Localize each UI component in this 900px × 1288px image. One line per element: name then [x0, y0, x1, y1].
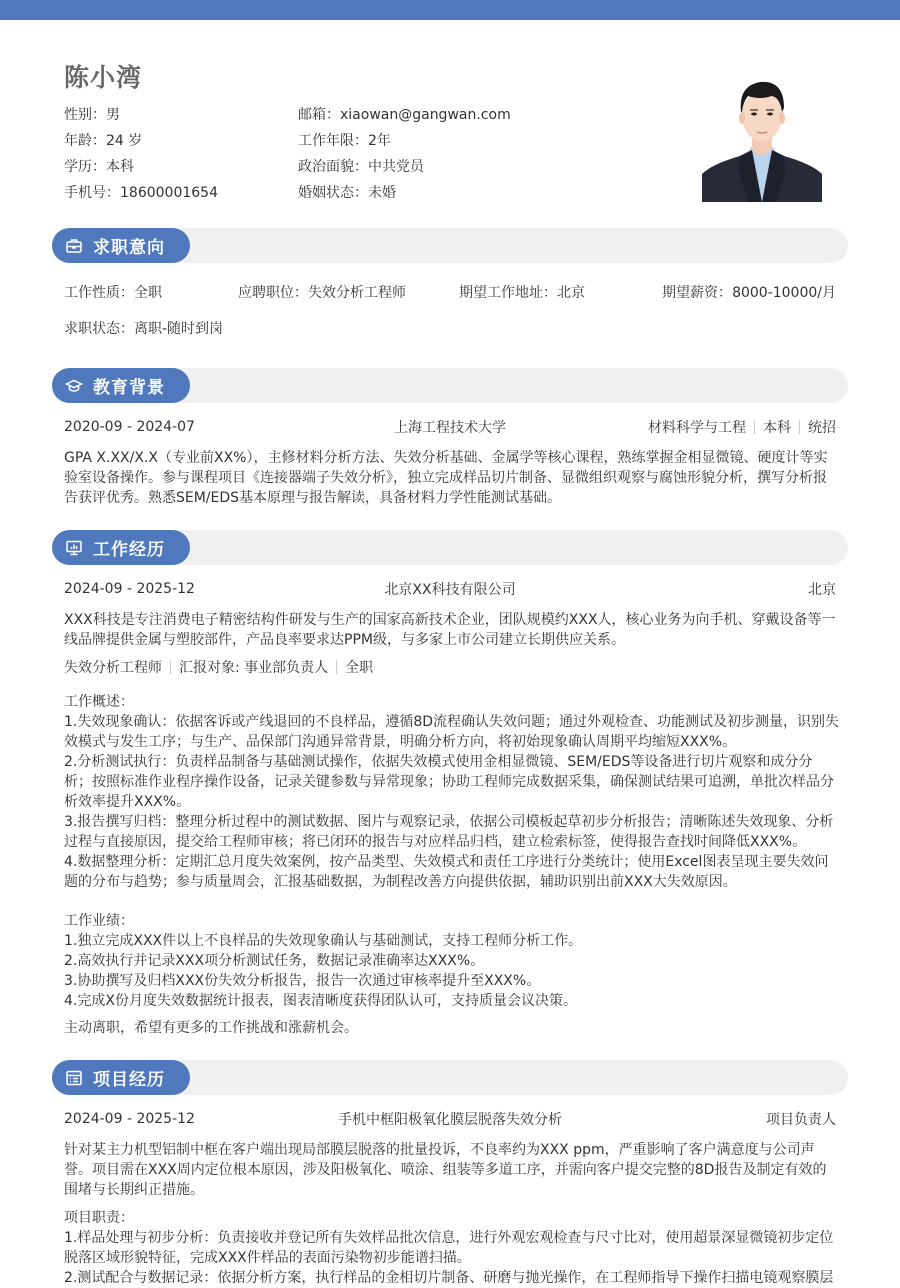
basic-info-left — [64, 102, 218, 206]
work-location: 北京 — [808, 582, 836, 598]
project-role: 项目负责人 — [766, 1112, 836, 1128]
info-phone: 手机号：18600001654 — [64, 185, 218, 201]
work-report-to: 汇报对象: 事业部负责人 — [179, 660, 329, 676]
leave-reason: 主动离职，希望有更多的工作挑战和涨薪机会。 — [64, 1020, 358, 1036]
profile-photo — [702, 70, 822, 202]
presentation-chart-icon — [65, 539, 83, 557]
project-header-row — [64, 1108, 836, 1130]
info-email: 邮箱：xiaowan@gangwan.com — [298, 107, 511, 123]
job-intent-row-1 — [64, 282, 836, 304]
section-pill — [52, 1060, 190, 1095]
intent-status: 求职状态：离职-随时到岗 — [64, 321, 224, 337]
achievement-item: 3.协助撰写及归档XXX份失效分析报告，报告一次通过审核率提升至XXX%。 — [64, 973, 541, 989]
section-title: 工作经历 — [93, 540, 165, 560]
achievement-item: 1.独立完成XXX件以上不良样品的失效现象确认与基础测试，支持工程师分析工作。 — [64, 933, 583, 949]
info-gender: 性别：男 — [64, 107, 120, 123]
section-title: 项目经历 — [93, 1070, 165, 1090]
education-major: 材料科学与工程 — [648, 420, 746, 436]
duties-label: 项目职责： — [64, 1210, 134, 1226]
project-name: 手机中框阳极氧化膜层脱落失效分析 — [338, 1112, 562, 1128]
briefcase-icon — [65, 237, 83, 255]
education-type: 统招 — [808, 420, 836, 436]
intent-location: 期望工作地址：北京 — [459, 285, 585, 301]
section-header-job-intent — [52, 228, 848, 263]
achievements-label: 工作业绩： — [64, 913, 134, 929]
achievement-item: 4.完成X份月度失效数据统计报表，图表清晰度获得团队认可，支持质量会议决策。 — [64, 993, 577, 1009]
education-degree: 本科 — [763, 420, 791, 436]
project-duties — [64, 1208, 840, 1288]
overview-item: 2.分析测试执行：负责样品制备与基础测试操作，依据失效模式使用金相显微镜、SEM/EDS等设备进行切片观察和成分分析；按照标准作业程序操作设备，记录关键参数与异常现象；协助工程师完成数据采集，确保测试结果可追溯，单批次样品分析效率提升XXX%。 — [64, 754, 834, 810]
section-title: 教育背景 — [93, 378, 165, 398]
project-period: 2024-09 - 2025-12 — [64, 1111, 195, 1127]
divider — [336, 660, 337, 674]
work-achievements — [64, 911, 840, 1011]
work-period: 2024-09 - 2025-12 — [64, 581, 195, 597]
person-portrait-icon — [702, 70, 822, 202]
overview-label: 工作概述： — [64, 694, 134, 710]
section-header-project — [52, 1060, 848, 1095]
candidate-name: 陈小湾 — [64, 63, 143, 92]
info-marital-status: 婚姻状态：未婚 — [298, 185, 396, 201]
work-overview — [64, 692, 840, 892]
job-intent-row-2 — [64, 318, 836, 340]
education-tags — [648, 417, 836, 437]
info-age: 年龄：24 岁 — [64, 133, 143, 149]
work-tags — [64, 656, 373, 678]
duty-item: 1.样品处理与初步分析：负责接收并登记所有失效样品批次信息，进行外观宏观检查与尺寸比对，使用超景深显微镜初步定位脱落区域形貌特征，完成XXX件样品的表面污染物初步能谱扫描。 — [64, 1230, 834, 1266]
info-education: 学历：本科 — [64, 159, 134, 175]
info-work-years: 工作年限：2年 — [298, 133, 391, 149]
divider — [799, 420, 800, 434]
intent-position: 应聘职位：失效分析工程师 — [238, 285, 406, 301]
work-position: 失效分析工程师 — [64, 660, 162, 676]
education-period: 2020-09 - 2024-07 — [64, 419, 195, 435]
section-pill — [52, 228, 190, 263]
intent-salary: 期望薪资：8000-10000/月 — [662, 285, 836, 301]
overview-item: 3.报告撰写归档：整理分析过程中的测试数据、图片与观察记录，依据公司模板起草初步分析报告；清晰陈述失效现象、分析过程与直接原因，提交给工程师审核；将已闭环的报告与对应样品归档，建立检索标签，使得报告查找时间降低XXX%。 — [64, 814, 834, 850]
project-description: 针对某主力机型铝制中框在客户端出现局部膜层脱落的批量投诉，不良率约为XXX ppm，严重影响了客户满意度与公司声誉。项目需在XXX周内定位根本原因，涉及阳极氧化、喷涂、组装等多道工序，并需向客户提交完整的8D报告及制定有效的围堵与长期纠正措施。 — [64, 1142, 827, 1198]
education-header-row — [64, 416, 836, 438]
work-header-row — [64, 578, 836, 600]
overview-item: 1.失效现象确认：依据客诉或产线退回的不良样品，遵循8D流程确认失效问题；通过外观检查、功能测试及初步测量，识别失效模式与发生工序；与生产、品保部门沟通异常背景，明确分析方向，将初始现象确认周期平均缩短XXX%。 — [64, 714, 840, 750]
section-title: 求职意向 — [93, 238, 165, 258]
list-document-icon — [65, 1069, 83, 1087]
section-header-education — [52, 368, 848, 403]
education-description: GPA X.XX/X.X（专业前XX%），主修材料分析方法、失效分析基础、金属学等核心课程，熟练掌握金相显微镜、硬度计等实验室设备操作。参与课程项目《连接器端子失效分析》，独立完成样品切片制备、显微组织观察与腐蚀形貌分析，撰写分析报告获评优秀。熟悉SEM/EDS基本原理与报告解读，具备材料力学性能测试基础。 — [64, 450, 828, 506]
section-header-work — [52, 530, 848, 565]
work-company: 北京XX科技有限公司 — [384, 582, 516, 598]
achievement-item: 2.高效执行并记录XXX项分析测试任务，数据记录准确率达XXX%。 — [64, 953, 485, 969]
divider — [170, 660, 171, 674]
divider — [754, 420, 755, 434]
header-accent-bar — [0, 0, 900, 20]
company-description: XXX科技是专注消费电子精密结构件研发与生产的国家高新技术企业，团队规模约XXX人，核心业务为向手机、穿戴设备等一线品牌提供金属与塑胶部件，产品良率要求达PPM级，与多家上市公司建立长期供应关系。 — [64, 612, 836, 648]
section-pill — [52, 368, 190, 403]
work-job-type: 全职 — [345, 660, 374, 676]
graduation-cap-icon — [65, 377, 83, 395]
info-political-status: 政治面貌：中共党员 — [298, 159, 424, 175]
overview-item: 4.数据整理分析：定期汇总月度失效案例，按产品类型、失效模式和责任工序进行分类统计；使用Excel图表呈现主要失效问题的分布与趋势；参与质量周会，汇报基础数据，为制程改善方向提供依据，辅助识别出前XXX大失效原因。 — [64, 854, 829, 890]
duty-item: 2.测试配合与数据记录：依据分析方案，执行样品的金相切片制备、研磨与抛光操作，在工程师指导下操作扫描电镜观察膜层 — [64, 1270, 834, 1286]
basic-info-right — [298, 102, 511, 206]
intent-work-type: 工作性质：全职 — [64, 285, 162, 301]
section-pill — [52, 530, 190, 565]
education-school: 上海工程技术大学 — [394, 420, 506, 436]
